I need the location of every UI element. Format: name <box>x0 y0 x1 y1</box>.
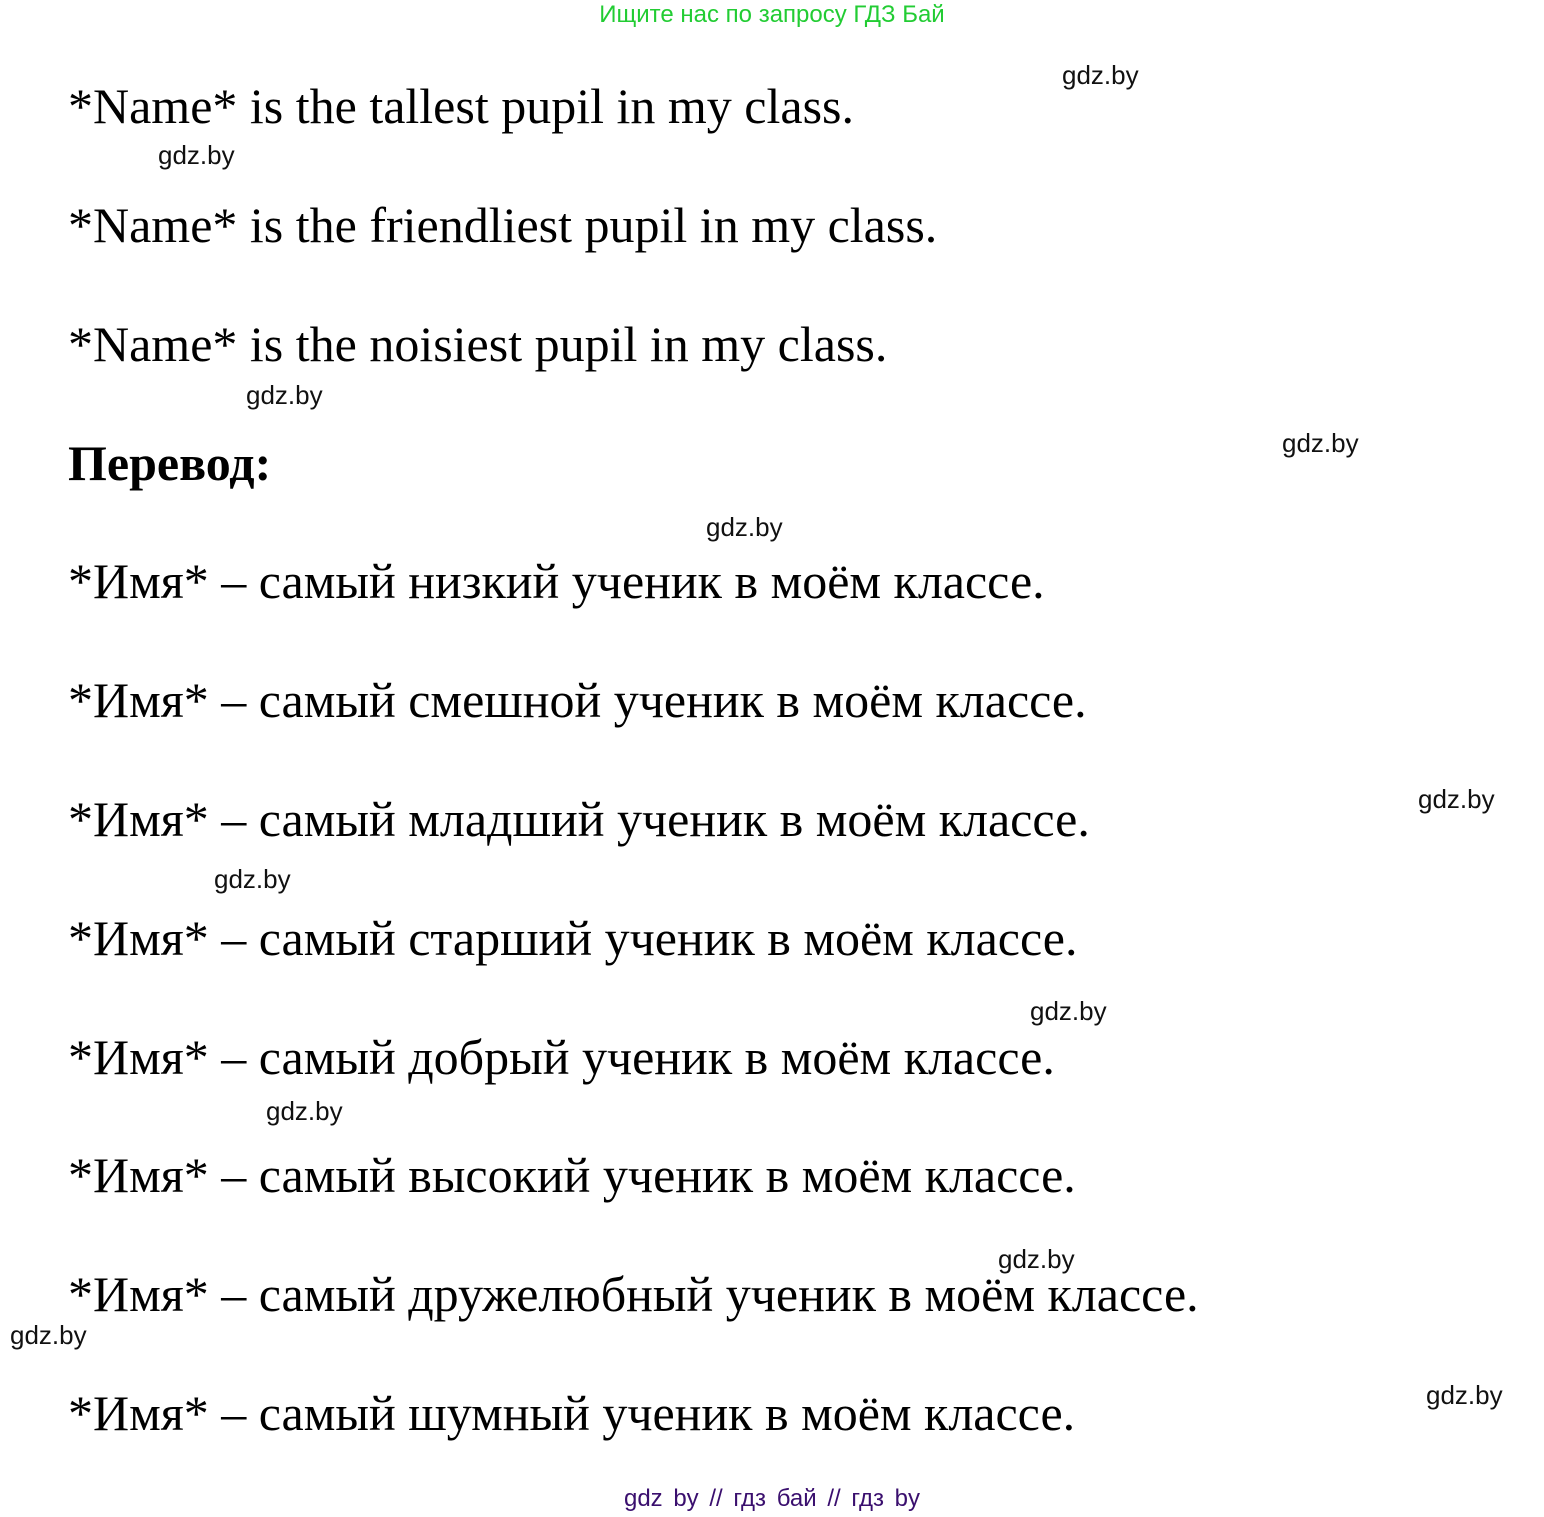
watermark: gdz.by <box>158 140 235 170</box>
watermark: gdz.by <box>1282 428 1359 458</box>
watermark: gdz.by <box>1418 784 1495 814</box>
translation-line-5: *Имя* – самый добрый ученик в моём классе. <box>68 1029 1055 1085</box>
watermark: gdz.by <box>706 512 783 542</box>
watermark: gdz.by <box>246 380 323 410</box>
watermark: gdz.by <box>214 864 291 894</box>
search-banner: Ищите нас по запросу ГДЗ Бай <box>599 1 945 28</box>
translation-line-7: *Имя* – самый дружелюбный ученик в моём классе. <box>68 1266 1199 1322</box>
english-line-1: *Name* is the tallest pupil in my class. <box>68 78 854 134</box>
watermark: gdz.by <box>1062 60 1139 90</box>
english-line-3: *Name* is the noisiest pupil in my class. <box>68 316 888 372</box>
translation-line-3: *Имя* – самый младший ученик в моём классе. <box>68 791 1090 847</box>
translation-line-8: *Имя* – самый шумный ученик в моём классе. <box>68 1385 1076 1441</box>
watermark: gdz.by <box>10 1320 87 1350</box>
watermark: gdz.by <box>1426 1380 1503 1410</box>
english-line-2: *Name* is the friendliest pupil in my class. <box>68 197 938 253</box>
watermark: gdz.by <box>998 1244 1075 1274</box>
translation-heading: Перевод: <box>68 435 272 491</box>
translation-line-1: *Имя* – самый низкий ученик в моём классе. <box>68 553 1045 609</box>
footer-links: gdz by // гдз бай // гдз by <box>623 1485 921 1512</box>
watermark: gdz.by <box>266 1096 343 1126</box>
translation-line-2: *Имя* – самый смешной ученик в моём классе. <box>68 672 1087 728</box>
translation-line-4: *Имя* – самый старший ученик в моём классе. <box>68 910 1078 966</box>
watermark: gdz.by <box>1030 996 1107 1026</box>
translation-line-6: *Имя* – самый высокий ученик в моём классе. <box>68 1147 1076 1203</box>
